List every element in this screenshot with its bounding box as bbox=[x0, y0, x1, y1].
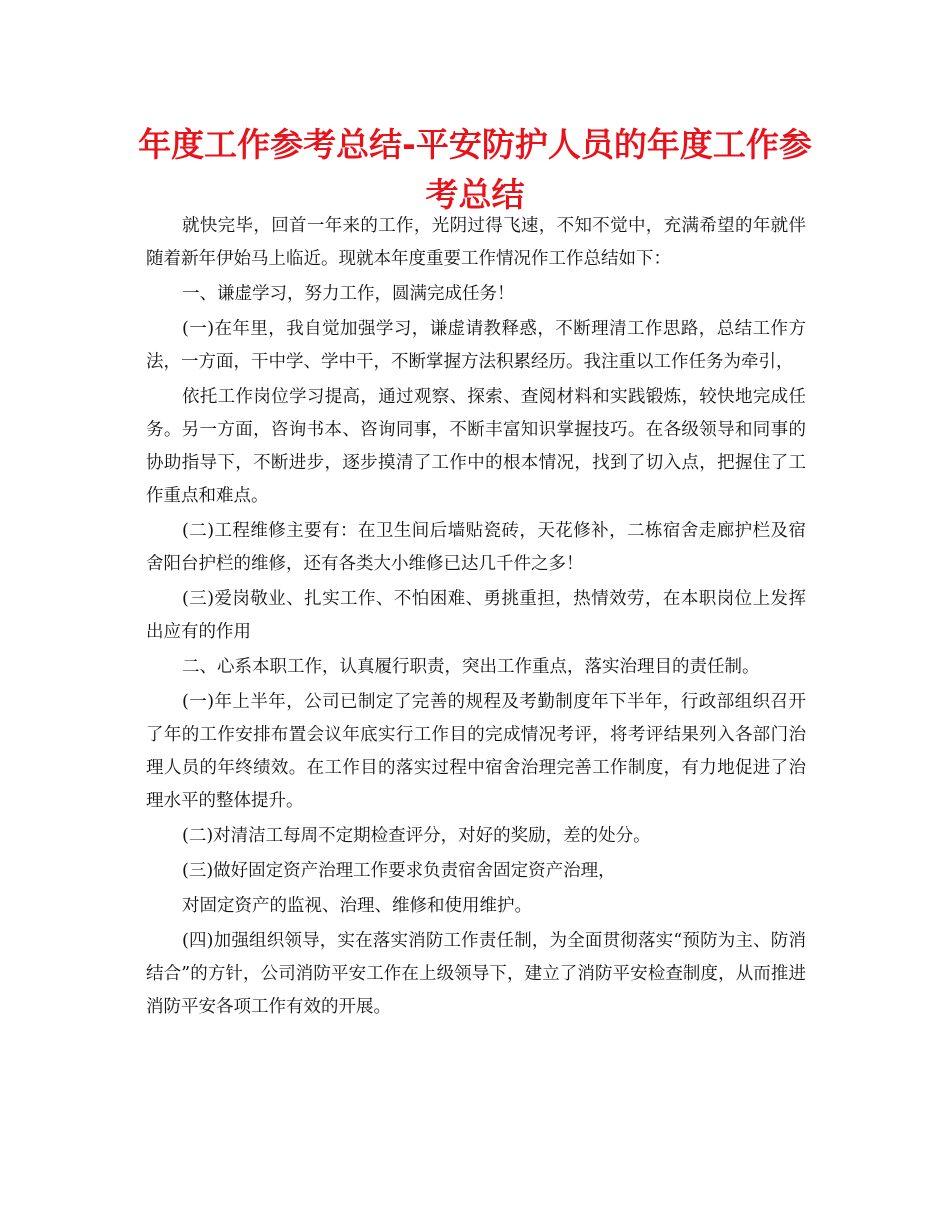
paragraph: 就快完毕，回首一年来的工作，光阴过得飞速，不知不觉中，充满希望的年就伴随着新年伊始马上临近。现就本年度重要工作情况作工作总结如下： bbox=[146, 216, 806, 269]
document-title: 年度工作参考总结-平安防护人员的年度工作参考总结 bbox=[138, 125, 812, 214]
paragraph: 依托工作岗位学习提高，通过观察、探索、查阅材料和实践锻炼，较快地完成任务。另一方面，咨询书本、咨询同事，不断丰富知识掌握技巧。在各级领导和同事的协助指导下，不断进步，逐步摸清了工作中的根本情况，找到了切入点，把握住了工作重点和难点。 bbox=[146, 387, 806, 506]
paragraph: 二、心系本职工作，认真履行职责，突出工作重点，落实治理目的责任制。 bbox=[182, 657, 760, 677]
paragraph: (三)爱岗敬业、扎实工作、不怕困难、勇挑重担，热情效劳，在本职岗位上发挥出应有的作用 bbox=[146, 589, 806, 642]
paragraph: 一、谦虚学习，努力工作，圆满完成任务！ bbox=[182, 284, 515, 304]
paragraph: (二)对清洁工每周不定期检查评分，对好的奖励，差的处分。 bbox=[182, 826, 651, 846]
paragraph: 对固定资产的监视、治理、维修和使用维护。 bbox=[182, 896, 532, 916]
document-body bbox=[146, 210, 806, 1026]
paragraph: (一)在年里，我自觉加强学习，谦虚请教释惑，不断理清工作思路，总结工作方法，一方面，干中学、学中干，不断掌握方法积累经历。我注重以工作任务为牵引， bbox=[146, 319, 806, 372]
paragraph: (三)做好固定资产治理工作要求负责宿舍固定资产治理， bbox=[182, 861, 616, 881]
paragraph: (二)工程维修主要有：在卫生间后墙贴瓷砖，天花修补，二栋宿舍走廊护栏及宿舍阳台护栏的维修，还有各类大小维修已达几千件之多！ bbox=[146, 521, 806, 574]
paragraph: (四)加强组织领导，实在落实消防工作责任制，为全面贯彻落实“预防为主、防消结合”的方针，公司消防平安工作在上级领导下，建立了消防平安检查制度，从而推进消防平安各项工作有效的开展。 bbox=[146, 931, 806, 1017]
paragraph: (一)年上半年，公司已制定了完善的规程及考勤制度年下半年，行政部组织召开了年的工作安排布置会议年底实行工作目的完成情况考评，将考评结果列入各部门治理人员的年终绩效。在工作目的落实过程中宿舍治理完善工作制度，有力地促进了治理水平的整体提升。 bbox=[146, 692, 806, 811]
